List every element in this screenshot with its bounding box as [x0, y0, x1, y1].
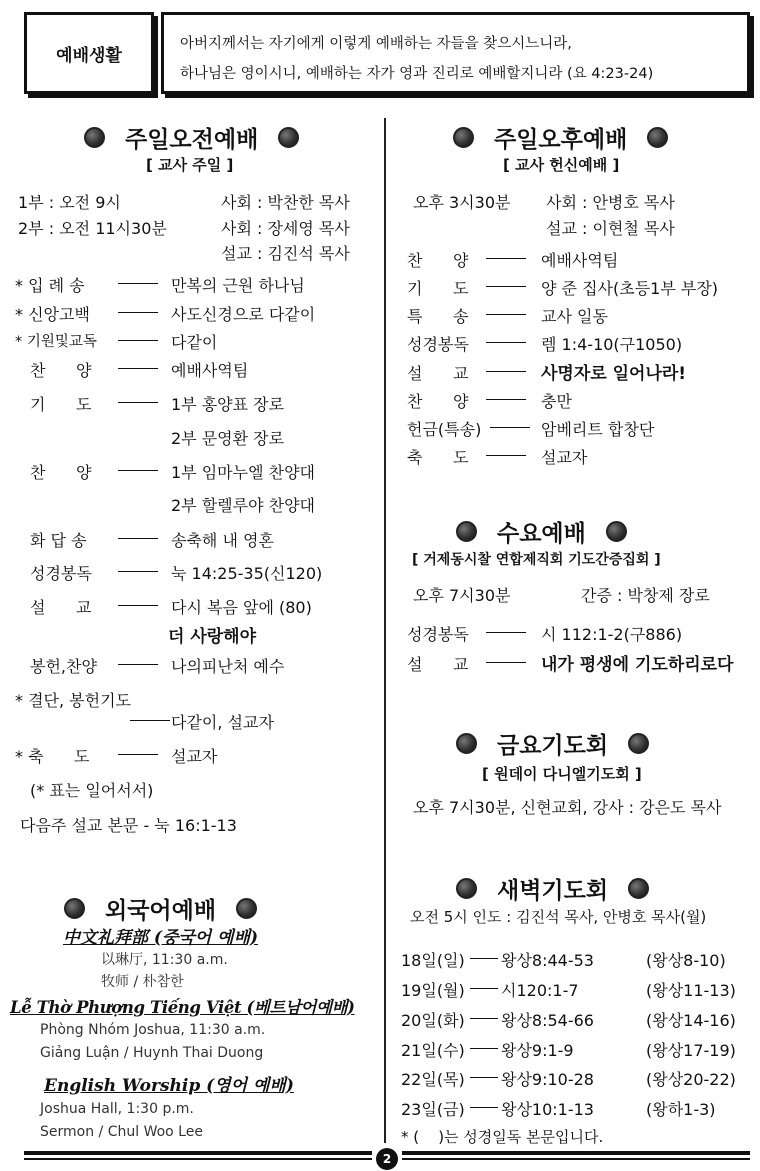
dawn-passage: 왕상9:10-28	[501, 1070, 594, 1089]
dash-line	[118, 283, 158, 284]
order-label: 헌금(특송)	[407, 420, 482, 439]
order-label: * 입 례 송	[15, 276, 85, 295]
chinese-heading: 中文礼拜部 (중국어 예배)	[63, 928, 259, 948]
dawn-reading: (왕상14-16)	[646, 1011, 736, 1030]
bullet-icon	[606, 521, 627, 542]
order-label: 성경봉독	[407, 625, 469, 644]
dawn-passage: 왕상8:44-53	[501, 951, 594, 970]
preacher: 설교 : 김진석 목사	[221, 244, 350, 263]
order-label: 특 송	[407, 307, 469, 326]
order-label: 설 교	[407, 655, 469, 674]
order-content: 송축해 내 영혼	[171, 531, 274, 550]
page-number: 2	[376, 1148, 398, 1170]
dash-line	[118, 340, 158, 341]
dash-line	[486, 258, 526, 259]
order-content: 눅 14:25-35(신120)	[171, 564, 323, 583]
bullet-icon	[84, 127, 105, 148]
dawn-day: 21일(수)	[401, 1041, 465, 1060]
host: 사회 : 장세영 목사	[221, 219, 350, 238]
testimony: 간증 : 박창제 장로	[581, 586, 710, 605]
order-label: 화 답 송	[30, 531, 87, 550]
bullet-icon	[647, 127, 668, 148]
order-label: * 기원및교독	[15, 334, 97, 350]
dawn-day: 23일(금)	[401, 1100, 465, 1119]
order-content: 설교자	[171, 747, 218, 766]
dawn-service-title: 새벽기도회	[456, 872, 649, 905]
dash-line	[486, 399, 526, 400]
dawn-reading: (왕상8-10)	[646, 951, 726, 970]
order-label: 기 도	[407, 279, 469, 298]
foreign-service-title: 외국어예배	[64, 892, 257, 925]
order-content: 다시 복음 앞에 (80)	[171, 598, 312, 617]
order-content: 1부 임마누엘 찬양대	[171, 463, 315, 482]
order-content: 설교자	[541, 448, 588, 467]
bullet-icon	[456, 521, 477, 542]
order-label: 봉헌,찬양	[30, 657, 97, 676]
column-divider	[384, 118, 386, 1143]
dawn-day: 18일(일)	[401, 951, 465, 970]
order-content: 예배사역팀	[171, 361, 249, 380]
dawn-passage: 왕상9:1-9	[501, 1041, 574, 1060]
sermon-title: 사명자로 일어나라!	[541, 364, 687, 384]
order-label: 찬 양	[407, 392, 469, 411]
dash-line	[118, 538, 158, 539]
dash-line	[486, 286, 526, 287]
order-content: 만복의 근원 하나님	[171, 276, 305, 295]
vietnamese-info: Phòng Nhóm Joshua, 11:30 a.m.	[40, 1022, 266, 1038]
order-label: 찬 양	[30, 463, 92, 482]
dash-line	[486, 455, 526, 456]
dash-line	[486, 371, 526, 372]
morning-service-title: 주일오전예배	[84, 121, 299, 154]
order-label: * 축 도	[15, 747, 90, 766]
bullet-icon	[456, 733, 477, 754]
dash-line	[470, 1077, 498, 1078]
footer-rule	[24, 1151, 372, 1160]
service-time: 오후 3시30분	[413, 193, 511, 212]
friday-subtitle: [ 원데이 다니엘기도회 ]	[482, 765, 642, 783]
friday-service-title: 금요기도회	[456, 727, 649, 760]
note: (* 표는 일어서서)	[30, 781, 154, 800]
order-content: 2부 문영환 장로	[171, 429, 285, 448]
service-time: 1부 : 오전 9시	[18, 193, 121, 212]
bullet-icon	[456, 878, 477, 899]
dawn-reading: (왕상20-22)	[646, 1070, 736, 1089]
dash-line	[470, 988, 498, 989]
scripture-verse	[161, 12, 750, 94]
dash-line	[118, 368, 158, 369]
afternoon-service-title: 주일오후예배	[453, 121, 668, 154]
sermon-title: 내가 평생에 기도하리로다	[541, 655, 734, 675]
dash-line	[130, 720, 170, 721]
order-label: 기 도	[30, 395, 92, 414]
order-content: 사도신경으로 다같이	[171, 305, 316, 324]
dash-line	[486, 342, 526, 343]
dash-line	[470, 1018, 498, 1019]
dawn-day: 19일(월)	[401, 981, 465, 1000]
dash-line	[118, 754, 158, 755]
preacher: 설교 : 이현철 목사	[546, 219, 675, 238]
order-label: 찬 양	[407, 251, 469, 270]
wednesday-subtitle: [ 거제동시찰 연합제직회 기도간증집회 ]	[412, 552, 661, 568]
order-content: 교사 일동	[541, 307, 608, 326]
dash-line	[118, 312, 158, 313]
dawn-reading: (왕하1-3)	[646, 1100, 716, 1119]
order-content: 2부 할렐루야 찬양대	[171, 496, 315, 515]
order-content: 예배사역팀	[541, 251, 619, 270]
order-content: 나의피난처 예수	[171, 657, 285, 676]
english-heading: English Worship (영어 예배)	[44, 1076, 294, 1096]
dawn-passage: 시120:1-7	[501, 981, 579, 1000]
vietnamese-info: Giảng Luận / Huynh Thai Duong	[40, 1045, 264, 1061]
order-label: 설 교	[30, 598, 92, 617]
chinese-info: 以琳厅, 11:30 a.m.	[101, 952, 228, 968]
section-label: 예배생활	[24, 12, 154, 94]
service-time: 오후 7시30분	[413, 586, 511, 605]
order-content: 시 112:1-2(구886)	[541, 625, 683, 644]
order-label: * 신앙고백	[15, 305, 90, 324]
english-info: Sermon / Chul Woo Lee	[40, 1124, 203, 1140]
order-content: 충만	[541, 392, 572, 411]
order-content: 암베리트 합창단	[541, 420, 655, 439]
friday-info: 오후 7시30분, 신현교회, 강사 : 강은도 목사	[413, 798, 722, 817]
order-content: 양 준 집사(초등1부 부장)	[541, 279, 719, 298]
bullet-icon	[64, 898, 85, 919]
dash-line	[470, 958, 498, 959]
dawn-note: * ( )는 성경일독 본문입니다.	[401, 1128, 604, 1146]
afternoon-subtitle: [ 교사 헌신예배 ]	[503, 156, 620, 174]
wednesday-service-title: 수요예배	[456, 515, 627, 548]
bullet-icon	[236, 898, 257, 919]
dawn-reading: (왕상17-19)	[646, 1041, 736, 1060]
dawn-info: 오전 5시 인도 : 김진석 목사, 안병호 목사(월)	[410, 908, 707, 926]
dawn-day: 22일(목)	[401, 1070, 465, 1089]
verse-line: 아버지께서는 자기에게 이렇게 예배하는 자들을 찾으시느니라,	[180, 36, 572, 52]
order-content: 1부 홍양표 장로	[171, 395, 285, 414]
bullet-icon	[628, 878, 649, 899]
dash-line	[118, 571, 158, 572]
order-content: 렘 1:4-10(구1050)	[541, 335, 683, 354]
order-content: 다같이, 설교자	[171, 713, 274, 732]
dash-line	[486, 662, 526, 663]
order-label: 설 교	[407, 364, 469, 383]
order-label: 성경봉독	[407, 335, 469, 354]
vietnamese-heading: Lễ Thờ Phượng Tiếng Việt (베트남어예배)	[10, 998, 355, 1017]
host: 사회 : 박찬한 목사	[221, 193, 350, 212]
order-label: 찬 양	[30, 361, 92, 380]
morning-subtitle: [ 교사 주일 ]	[146, 156, 234, 174]
dawn-reading: (왕상11-13)	[646, 981, 736, 1000]
next-week-text: 다음주 설교 본문 - 눅 16:1-13	[20, 816, 237, 835]
bullet-icon	[453, 127, 474, 148]
chinese-info: 牧师 / 朴참한	[101, 974, 184, 990]
service-time: 2부 : 오전 11시30분	[18, 219, 167, 238]
order-label: 성경봉독	[30, 564, 92, 583]
bullet-icon	[628, 733, 649, 754]
order-content: 다같이	[171, 333, 218, 352]
dash-line	[118, 605, 158, 606]
dash-line	[118, 470, 158, 471]
order-label: * 결단, 봉헌기도	[15, 691, 131, 710]
dawn-passage: 왕상10:1-13	[501, 1100, 594, 1119]
dash-line	[118, 664, 158, 665]
dawn-passage: 왕상8:54-66	[501, 1011, 594, 1030]
dash-line	[486, 314, 526, 315]
dawn-day: 20일(화)	[401, 1011, 465, 1030]
english-info: Joshua Hall, 1:30 p.m.	[40, 1101, 194, 1117]
bullet-icon	[278, 127, 299, 148]
verse-line: 하나님은 영이시니, 예배하는 자가 영과 진리로 예배할지니라 (요 4:23-24)	[180, 66, 654, 82]
dash-line	[470, 1048, 498, 1049]
host: 사회 : 안병호 목사	[546, 193, 675, 212]
dash-line	[470, 1107, 498, 1108]
dash-line	[118, 402, 158, 403]
order-label: 축 도	[407, 448, 469, 467]
footer-rule	[402, 1151, 750, 1160]
sermon-title: 더 사랑해야	[168, 627, 257, 647]
dash-line	[490, 427, 530, 428]
dash-line	[486, 632, 526, 633]
